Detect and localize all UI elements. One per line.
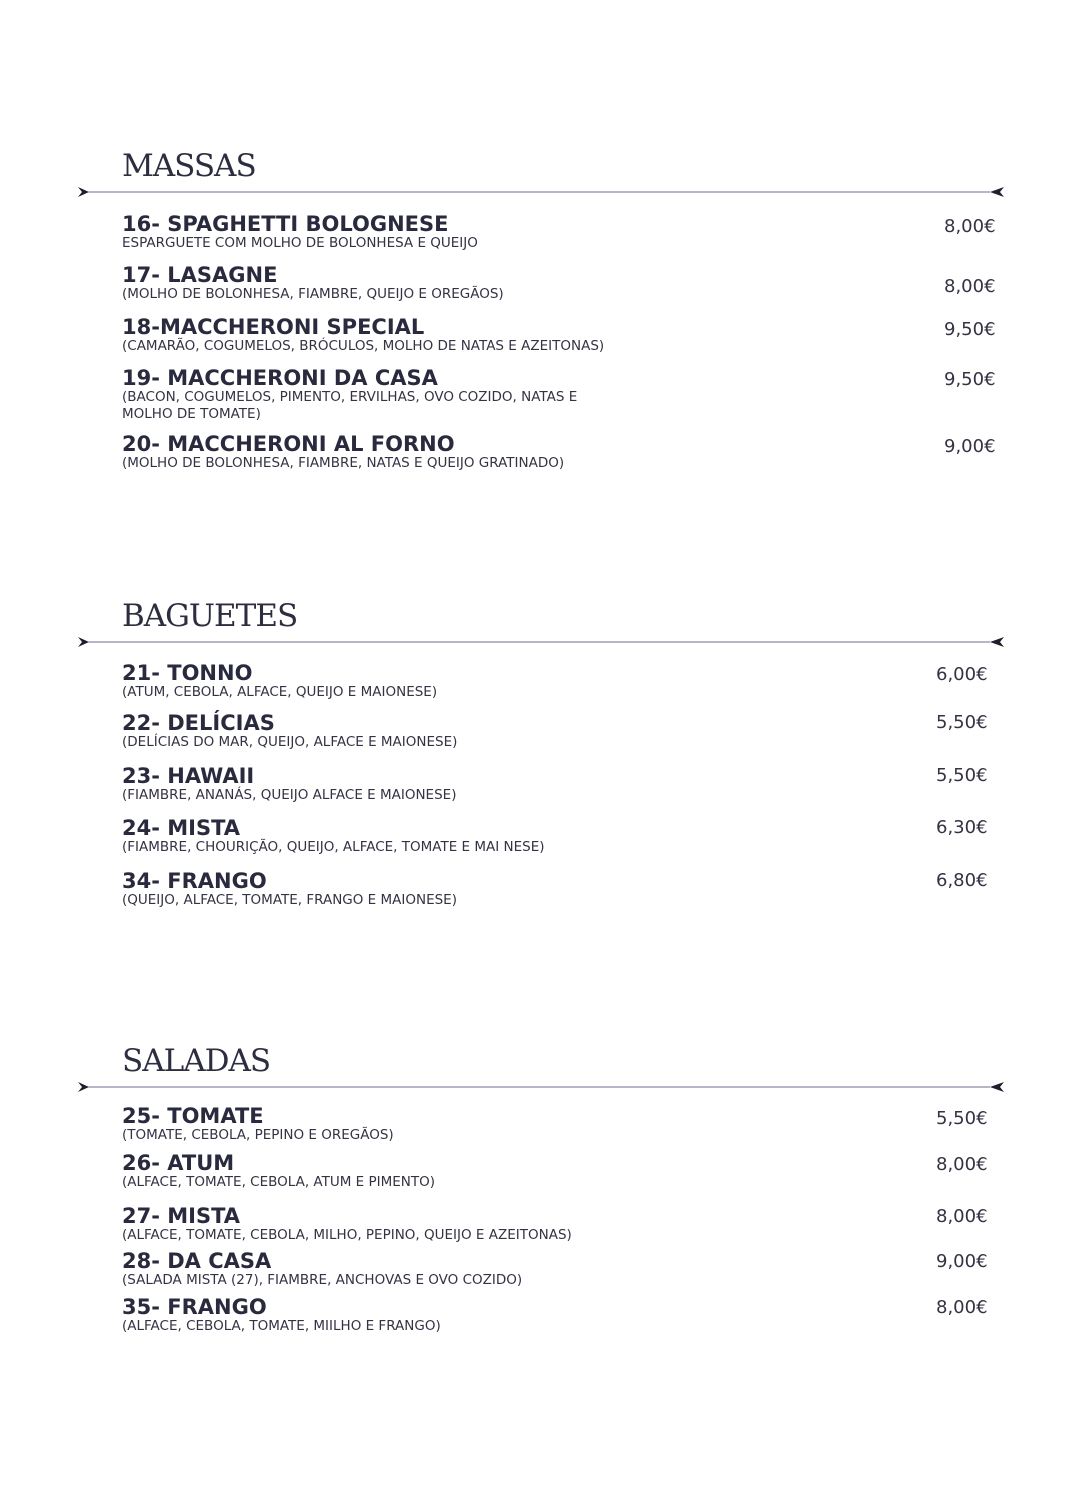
arrow-tail-icon <box>78 637 89 647</box>
item-name: 16- SPAGHETTI BOLOGNESE <box>122 212 449 236</box>
menu-item <box>122 264 1002 303</box>
item-description: (BACON, COGUMELOS, PIMENTO, ERVILHAS, OVO COZIDO, NATAS E MOLHO DE TOMATE) <box>122 389 578 422</box>
menu-item <box>122 817 1002 856</box>
item-description: (CAMARÃO, COGUMELOS, BRÓCULOS, MOLHO DE NATAS E AZEITONAS) <box>122 338 605 354</box>
item-name: 26- ATUM <box>122 1151 235 1175</box>
menu-item <box>122 1205 1002 1244</box>
item-name: 34- FRANGO <box>122 869 267 893</box>
item-description: (DELÍCIAS DO MAR, QUEIJO, ALFACE E MAIONESE) <box>122 734 458 750</box>
section-divider <box>78 186 1004 198</box>
item-description: (ALFACE, CEBOLA, TOMATE, MIILHO E FRANGO) <box>122 1318 441 1334</box>
item-name: 19- MACCHERONI DA CASA <box>122 366 438 390</box>
item-price: 9,50€ <box>944 369 996 390</box>
item-price: 5,50€ <box>936 712 988 733</box>
menu-item <box>122 367 1002 423</box>
item-description: (FIAMBRE, ANANÁS, QUEIJO ALFACE E MAIONESE) <box>122 787 457 803</box>
item-price: 9,00€ <box>944 436 996 457</box>
item-name: 24- MISTA <box>122 816 241 840</box>
item-description: (TOMATE, CEBOLA, PEPINO E OREGÃOS) <box>122 1127 394 1143</box>
item-description: (ALFACE, TOMATE, CEBOLA, ATUM E PIMENTO) <box>122 1174 436 1190</box>
item-price: 8,00€ <box>936 1154 988 1175</box>
item-name: 17- LASAGNE <box>122 263 278 287</box>
menu-item <box>122 213 1002 252</box>
item-description: (QUEIJO, ALFACE, TOMATE, FRANGO E MAIONESE) <box>122 892 457 908</box>
section-title: SALADAS <box>122 1043 271 1079</box>
item-description: (MOLHO DE BOLONHESA, FIAMBRE, QUEIJO E OREGÃOS) <box>122 286 504 302</box>
menu-item <box>122 1296 1002 1335</box>
item-price: 9,50€ <box>944 319 996 340</box>
menu-item <box>122 1152 1002 1191</box>
item-price: 5,50€ <box>936 765 988 786</box>
item-description: (FIAMBRE, CHOURIÇÃO, QUEIJO, ALFACE, TOMATE E MAI NESE) <box>122 839 545 855</box>
section-title: MASSAS <box>122 148 256 184</box>
item-name: 35- FRANGO <box>122 1295 267 1319</box>
arrow-tail-icon <box>78 1082 89 1092</box>
item-name: 23- HAWAII <box>122 764 255 788</box>
item-description: ESPARGUETE COM MOLHO DE BOLONHESA E QUEIJO <box>122 235 478 251</box>
section-title: BAGUETES <box>122 598 298 634</box>
item-name: 21- TONNO <box>122 661 253 685</box>
menu-item <box>122 433 1002 472</box>
item-price: 6,30€ <box>936 817 988 838</box>
item-name: 18-MACCHERONI SPECIAL <box>122 315 425 339</box>
item-name: 22- DELÍCIAS <box>122 711 275 735</box>
item-description: (ATUM, CEBOLA, ALFACE, QUEIJO E MAIONESE) <box>122 684 438 700</box>
item-price: 8,00€ <box>936 1297 988 1318</box>
item-name: 28- DA CASA <box>122 1249 272 1273</box>
arrow-head-icon <box>990 637 1004 647</box>
arrow-head-icon <box>990 187 1004 197</box>
item-price: 5,50€ <box>936 1108 988 1129</box>
menu-item <box>122 662 1002 701</box>
item-description: (MOLHO DE BOLONHESA, FIAMBRE, NATAS E QUEIJO GRATINADO) <box>122 455 565 471</box>
item-name: 25- TOMATE <box>122 1104 264 1128</box>
item-price: 8,00€ <box>944 216 996 237</box>
item-price: 8,00€ <box>944 276 996 297</box>
item-price: 6,00€ <box>936 664 988 685</box>
item-name: 20- MACCHERONI AL FORNO <box>122 432 455 456</box>
item-price: 8,00€ <box>936 1206 988 1227</box>
arrow-head-icon <box>990 1082 1004 1092</box>
menu-item <box>122 870 1002 909</box>
menu-item <box>122 765 1002 804</box>
section-divider <box>78 1081 1004 1093</box>
item-description: (ALFACE, TOMATE, CEBOLA, MILHO, PEPINO, QUEIJO E AZEITONAS) <box>122 1227 572 1243</box>
section-divider <box>78 636 1004 648</box>
item-price: 6,80€ <box>936 870 988 891</box>
arrow-tail-icon <box>78 187 89 197</box>
menu-item <box>122 712 1002 751</box>
menu-item <box>122 1250 1002 1289</box>
item-price: 9,00€ <box>936 1251 988 1272</box>
item-description: (SALADA MISTA (27), FIAMBRE, ANCHOVAS E OVO COZIDO) <box>122 1272 523 1288</box>
menu-item <box>122 316 1002 355</box>
menu-item <box>122 1105 1002 1144</box>
item-name: 27- MISTA <box>122 1204 241 1228</box>
